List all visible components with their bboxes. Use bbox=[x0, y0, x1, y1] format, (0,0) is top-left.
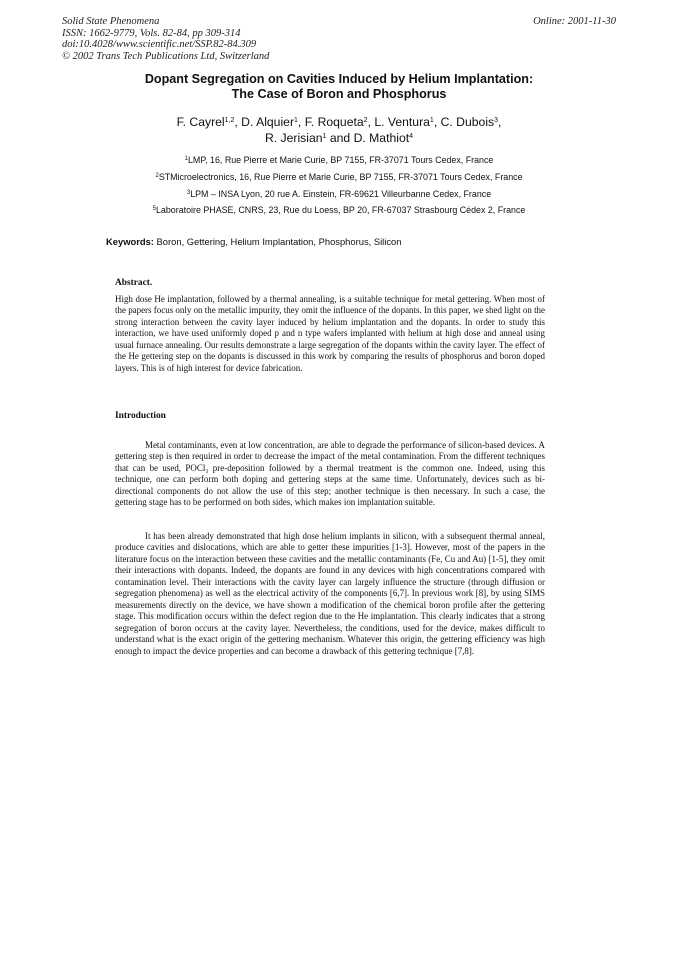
author-affil-sup: 1,2 bbox=[224, 117, 235, 124]
title-line-2: The Case of Boron and Phosphorus bbox=[231, 87, 447, 101]
intro-paragraph-1: Metal contaminants, even at low concentration, are able to degrade the performance of silicon-based devices. A gettering step is then required in order to decrease the impact of the metal contamination. From the different techniques that can be used, POCl₃ pre-deposition followed by a thermal treatment is the common one. Indeed, using this technique, one can perform both doping and gettering steps at the same time. Unfortunately, devices such as bi-directional components do not allow the use of this step; another technique is then necessary. In such a case, the gettering stage has to be performed on both sides, which makes ion implantation suitable. bbox=[115, 440, 545, 508]
author-and: and bbox=[329, 130, 351, 145]
affiliation-number: 3 bbox=[186, 189, 191, 196]
author-name: R. Jerisian bbox=[264, 130, 323, 145]
journal-name: Solid State Phenomena bbox=[62, 16, 160, 27]
author-name: D. Alquier bbox=[241, 115, 295, 129]
affiliation bbox=[60, 152, 618, 169]
author-name: L. Ventura bbox=[374, 115, 430, 129]
keywords bbox=[106, 236, 586, 247]
affiliation-text: LPM – INSA Lyon, 20 rue A. Einstein, FR-69621 Villeurbanne Cedex, France bbox=[190, 188, 492, 199]
affiliation bbox=[60, 186, 618, 203]
author-list: F. Cayrel$^{1,2}$, D. Alquier$^1$, F. Roqueta$^2$, L. Ventura$^1$, C. Dubois$^3$, R. Jerisian$^1$ and D. Mathiot$^4$ bbox=[176, 115, 502, 145]
intro-paragraph-2: It has been already demonstrated that high dose helium implants in silicon, with a subsequent thermal anneal, produce cavities and dislocations, which are able to getter these impurities [1-3]. However, most of the papers in the literature focus on the interaction between these cavities and the metallic contaminants (Fe, Cu and Au) [1-5], they omit their interactions with dopants. Indeed, the dopants are found in any devices with high concentrations compared with contamination level. Their interactions with the cavity layer can largely influence the structure (through diffusion or segregation phenomena) as well as the electrical activity of the components [6,7]. In previous work [8], by using SIMS measurements directly on the device, we have shown a modification of the chemical boron profile after the gettering stage. This modification occurs within the defect region due to the He implantation. This clearly indicates that a strong segregation of boron occurs at the cavity layer. Nevertheless, the conditions, used for the device, makes difficult to understand what is the exact origin of the gettering mechanism. Whatever this origin, the gettering efficiency was high enough to impact the device properties and can become a drawback of this gettering technique [7,8]. bbox=[115, 531, 545, 656]
online-date: Online: 2001-11-30 bbox=[533, 16, 616, 27]
author-affil-sup: 1 bbox=[294, 117, 298, 124]
copyright-line: © 2002 Trans Tech Publications Ltd, Switzerland bbox=[62, 50, 270, 62]
affiliation-text: LMP, 16, Rue Pierre et Marie Curie, BP 7155, FR-37071 Tours Cedex, France bbox=[187, 155, 494, 165]
paper-title bbox=[60, 72, 618, 102]
affiliation-list bbox=[60, 152, 618, 219]
affiliation bbox=[60, 202, 618, 219]
issn-line: ISSN: 1662-9779, Vols. 82-84, pp 309-314 bbox=[62, 27, 241, 39]
affiliation-number: 2 bbox=[155, 172, 159, 179]
author-name: F. Cayrel bbox=[176, 115, 225, 129]
affiliation-number: 5 bbox=[152, 206, 156, 213]
journal-header bbox=[62, 16, 269, 62]
author-name: C. Dubois bbox=[440, 115, 495, 129]
affiliation-text: Laboratoire PHASE, CNRS, 23, Rue du Loess, BP 20, FR-67037 Strasbourg Cédex 2, France bbox=[156, 205, 526, 216]
introduction-heading: Introduction bbox=[115, 411, 166, 421]
abstract-heading: Abstract. bbox=[115, 278, 153, 288]
author-affil-sup: 1 bbox=[322, 132, 327, 140]
author-affil-sup: 2 bbox=[363, 117, 368, 124]
author-affil-sup: 3 bbox=[494, 117, 499, 124]
affiliation-number: 1 bbox=[184, 156, 188, 162]
author-name: F. Roqueta bbox=[304, 115, 364, 129]
keywords-label: Keywords: bbox=[106, 236, 154, 247]
author-affil-sup: 1 bbox=[429, 117, 434, 124]
abstract-text: High dose He implantation, followed by a thermal annealing, is a suitable technique for metal gettering. When most of the papers focus only on the metallic impurity, they omit the influence of the dopants. In this paper, we shed light on the strong interaction between the cavity layer induced by helium implantation and the dopants. In order to study this interaction, we have used uniformly doped p and n type wafers implanted with helium at high dose and anneal using usual furnace annealing. Our results demonstrate a large segregation of the dopants within the cavity layer. The effect of the He gettering step on the dopants is discussed in this work by comparing the results of phosphorus and boron doped layers. This is of high interest for device fabrication. bbox=[115, 294, 545, 373]
keywords-text: Boron, Gettering, Helium Implantation, Phosphorus, Silicon bbox=[156, 236, 402, 247]
affiliation-text: STMicroelectronics, 16, Rue Pierre et Marie Curie, BP 7155, FR-37071 Tours Cedex, France bbox=[158, 171, 523, 182]
title-line-1: Dopant Segregation on Cavities Induced by Helium Implantation: bbox=[144, 72, 534, 86]
author-name: D. Mathiot bbox=[353, 130, 410, 145]
doi-line: doi:10.4028/www.scientific.net/SSP.82-84.309 bbox=[62, 39, 257, 50]
affiliation bbox=[60, 169, 618, 186]
author-affil-sup: 4 bbox=[409, 132, 414, 140]
